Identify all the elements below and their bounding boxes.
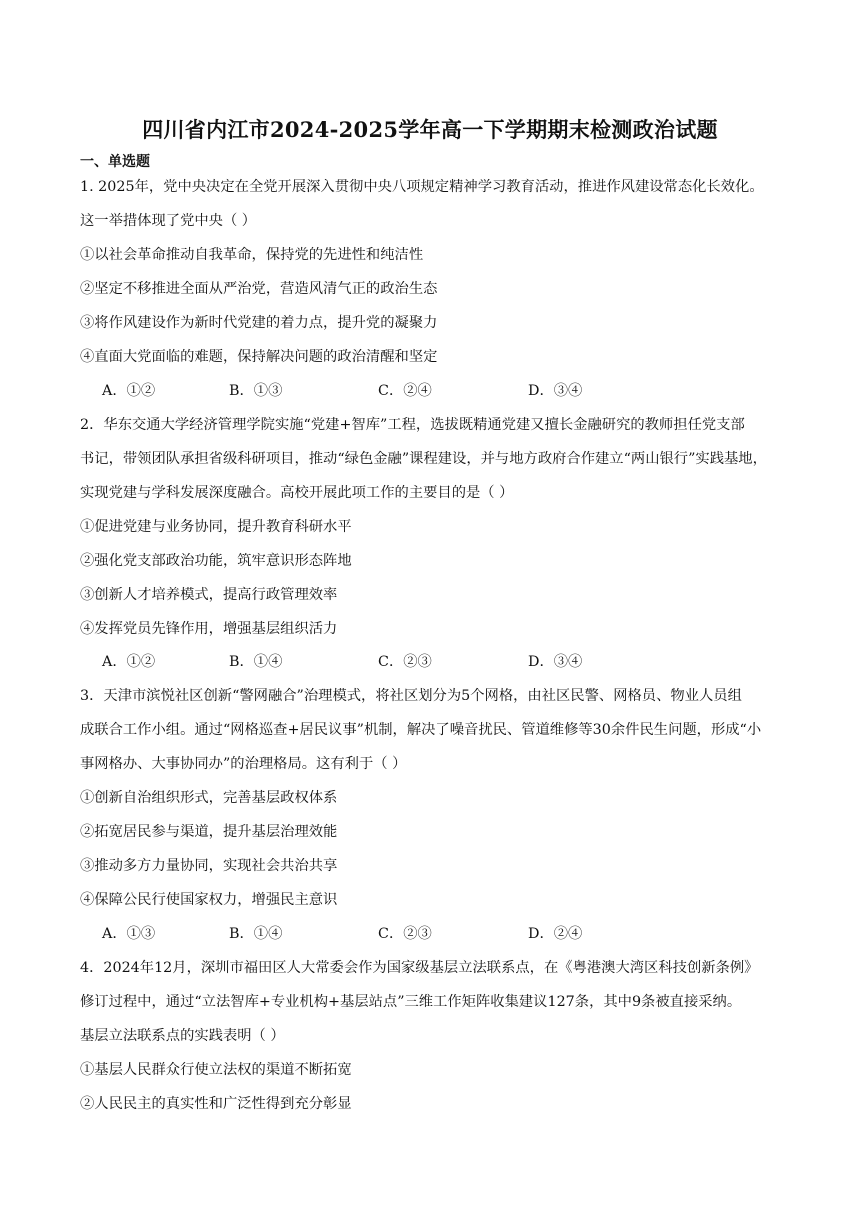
question-3-stem-line-3: 事网格办、大事协同办”的治理格局。这有利于（ ） [80,756,407,772]
question-2-item-3: ③创新人才培养模式，提高行政管理效率 [80,587,338,603]
question-2-item-1: ①促进党建与业务协同，提升教育科研水平 [80,519,352,535]
question-4-item-1: ①基层人民群众行使立法权的渠道不断拓宽 [80,1062,352,1078]
option-d: D．③④ [528,383,583,399]
question-2-stem-line-1: 2．华东交通大学经济管理学院实施“党建+智库”工程，选拔既精通党建又擅长金融研究的教师担任党支部 [80,417,745,433]
option-a: A．①② [102,383,156,399]
question-2-stem-line-3: 实现党建与学科发展深度融合。高校开展此项工作的主要目的是（ ） [80,485,514,501]
question-1-item-4: ④直面大党面临的难题，保持解决问题的政治清醒和坚定 [80,349,438,365]
option-d: D．③④ [528,654,583,670]
page-title: 四川省内江市2024-2025学年高一下学期期末检测政治试题 [142,117,718,142]
question-3-stem-line-1: 3．天津市滨悦社区创新“警网融合”治理模式，将社区划分为5个网格，由社区民警、网格员、物业人员组 [80,688,742,704]
option-d: D．②④ [528,926,583,942]
question-3-item-1: ①创新自治组织形式，完善基层政权体系 [80,790,338,806]
question-4-stem-line-3: 基层立法联系点的实践表明（ ） [80,1028,285,1044]
question-1-item-2: ②坚定不移推进全面从严治党，营造风清气正的政治生态 [80,281,438,297]
question-4-stem-line-2: 修订过程中，通过“立法智库+专业机构+基层站点”三维工作矩阵收集建议127条，其中9条被直接采纳。 [80,994,742,1010]
option-a: A．①③ [102,926,156,942]
question-4-stem-line-1: 4．2024年12月，深圳市福田区人大常委会作为国家级基层立法联系点，在《粤港澳大湾区科技创新条例》 [80,960,759,976]
question-2-stem-line-2: 书记，带领团队承担省级科研项目，推动“绿色金融”课程建设，并与地方政府合作建立“两山银行”实践基地， [80,451,767,467]
question-4-item-2: ②人民民主的真实性和广泛性得到充分彰显 [80,1096,352,1112]
question-3-item-4: ④保障公民行使国家权力，增强民主意识 [80,892,338,908]
question-3-item-2: ②拓宽居民参与渠道，提升基层治理效能 [80,824,338,840]
option-c: C．②③ [378,654,432,670]
option-c: C．②④ [378,383,432,399]
question-1-stem-line-1: 1. 2025年，党中央决定在全党开展深入贯彻中央八项规定精神学习教育活动，推进作风建设常态化长效化。 [80,179,764,195]
option-b: B．①④ [229,926,283,942]
question-2-item-2: ②强化党支部政治功能，筑牢意识形态阵地 [80,553,352,569]
option-b: B．①③ [229,383,283,399]
question-1-item-3: ③将作风建设作为新时代党建的着力点，提升党的凝聚力 [80,315,438,331]
option-a: A．①② [102,654,156,670]
option-b: B．①④ [229,654,283,670]
option-c: C．②③ [378,926,432,942]
question-1-item-1: ①以社会革命推动自我革命，保持党的先进性和纯洁性 [80,247,424,263]
question-3-stem-line-2: 成联合工作小组。通过“网格巡查+居民议事”机制，解决了噪音扰民、管道维修等30余件民生问题，形成“小 [80,722,762,738]
question-2-item-4: ④发挥党员先锋作用，增强基层组织活力 [80,621,338,637]
section-heading: 一、单选题 [80,154,150,170]
question-3-item-3: ③推动多方力量协同，实现社会共治共享 [80,858,338,874]
question-1-stem-line-2: 这一举措体现了党中央（ ） [80,213,257,229]
